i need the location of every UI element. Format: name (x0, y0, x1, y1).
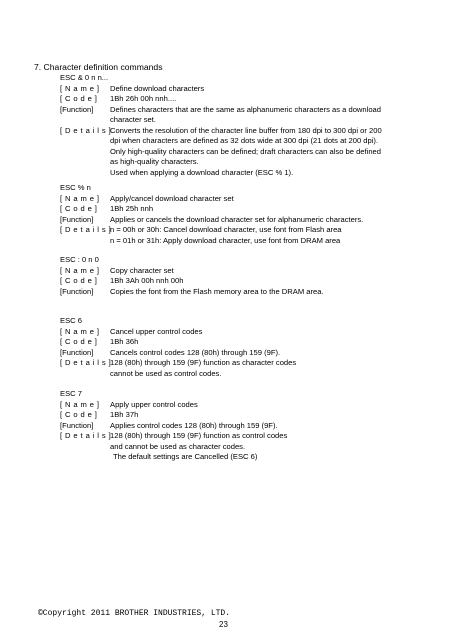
code-row (60, 337, 410, 348)
name-label: [ N a m e ] (60, 399, 100, 409)
function-row (60, 287, 410, 298)
command-name: ESC % n (60, 183, 91, 192)
details-text: as high-quality characters. (110, 157, 199, 166)
command-name: ESC 6 (60, 316, 82, 325)
name-label: [ N a m e ] (60, 193, 100, 203)
function-label: [Function] (60, 286, 94, 296)
command-esc-7 (60, 389, 410, 463)
name-value: Apply/cancel download character set (110, 193, 234, 203)
function-label: [Function] (60, 347, 94, 357)
function-label: [Function] (60, 420, 94, 430)
details-text: Only high-quality characters can be defined; draft characters can also be defined (110, 146, 382, 156)
details-label: [ D e t a i l s ] (60, 125, 112, 135)
name-value: Cancel upper control codes (110, 326, 203, 336)
name-label: [ N a m e ] (60, 83, 100, 93)
name-row (60, 266, 410, 277)
code-row (60, 276, 410, 287)
details-label: [ D e t a i l s ] (60, 225, 112, 234)
details-row (60, 358, 410, 379)
details-label: [ D e t a i l s ] (60, 431, 112, 440)
code-row (60, 94, 410, 105)
function-text: Applies control codes 128 (80h) through 159 (9F). (110, 420, 278, 430)
details-text: Converts the resolution of the character line buffer from 180 dpi to 300 dpi or 200 (110, 125, 382, 135)
command-esc-percent (60, 183, 410, 246)
code-value: 1Bh 26h 00h nnh.... (110, 94, 177, 103)
function-text: Defines characters that are the same as alphanumeric characters as a download (110, 104, 381, 114)
name-value: Copy character set (110, 265, 174, 275)
name-row (60, 84, 410, 95)
copyright-notice: ©Copyright 2011 BROTHER INDUSTRIES, LTD. (38, 609, 231, 618)
details-text: n = 00h or 30h: Cancel download character, use font from Flash area (110, 225, 342, 234)
code-row (60, 204, 410, 215)
function-text: character set. (110, 115, 157, 124)
command-name: ESC & 0 n n... (60, 73, 109, 82)
details-text: and cannot be used as character codes. (110, 441, 246, 451)
command-esc-ampersand (60, 73, 410, 178)
code-label: [ C o d e ] (60, 410, 98, 419)
name-value: Apply upper control codes (110, 399, 198, 409)
details-text: 128 (80h) through 159 (9F) function as control codes (110, 431, 288, 440)
function-label: [Function] (60, 214, 94, 224)
function-row (60, 105, 410, 126)
details-row (60, 225, 410, 246)
code-value: 1Bh 36h (110, 337, 139, 346)
details-text: Used when applying a download character (ESC % 1). (110, 167, 294, 177)
details-text: The default settings are Cancelled (ESC 6) (113, 452, 258, 461)
function-text: Cancels control codes 128 (80h) through 159 (9F). (110, 347, 281, 357)
code-value: 1Bh 37h (110, 410, 139, 419)
code-label: [ C o d e ] (60, 337, 98, 346)
details-label: [ D e t a i l s ] (60, 358, 112, 367)
code-value: 1Bh 3Ah 00h nnh 00h (110, 276, 184, 285)
command-esc-colon (60, 255, 410, 297)
details-text: dpi when characters are defined as 32 dots wide at 300 dpi (21 dots at 200 dpi). (110, 136, 379, 145)
details-text: cannot be used as control codes. (110, 368, 222, 378)
code-row (60, 410, 410, 421)
function-label: [Function] (60, 104, 94, 114)
command-esc-6 (60, 316, 410, 379)
section-title: 7. Character definition commands (34, 62, 163, 72)
name-label: [ N a m e ] (60, 326, 100, 336)
code-label: [ C o d e ] (60, 94, 98, 103)
command-name: ESC : 0 n 0 (60, 255, 99, 264)
function-row (60, 421, 410, 432)
code-label: [ C o d e ] (60, 276, 98, 285)
name-label: [ N a m e ] (60, 265, 100, 275)
name-row (60, 400, 410, 411)
name-value: Define download characters (110, 83, 205, 93)
function-text: Copies the font from the Flash memory area to the DRAM area. (110, 286, 324, 296)
details-row (60, 431, 410, 463)
name-row (60, 194, 410, 205)
details-row (60, 126, 410, 179)
details-text: n = 01h or 31h: Apply download character, use font from DRAM area (110, 235, 341, 245)
code-value: 1Bh 25h nnh (110, 204, 154, 213)
command-name: ESC 7 (60, 389, 82, 398)
code-label: [ C o d e ] (60, 204, 98, 213)
details-text: 128 (80h) through 159 (9F) function as character codes (110, 358, 297, 367)
function-row (60, 215, 410, 226)
name-row (60, 327, 410, 338)
function-text: Applies or cancels the download character set for alphanumeric characters. (110, 214, 364, 224)
page-number: 23 (219, 620, 228, 629)
function-row (60, 348, 410, 359)
